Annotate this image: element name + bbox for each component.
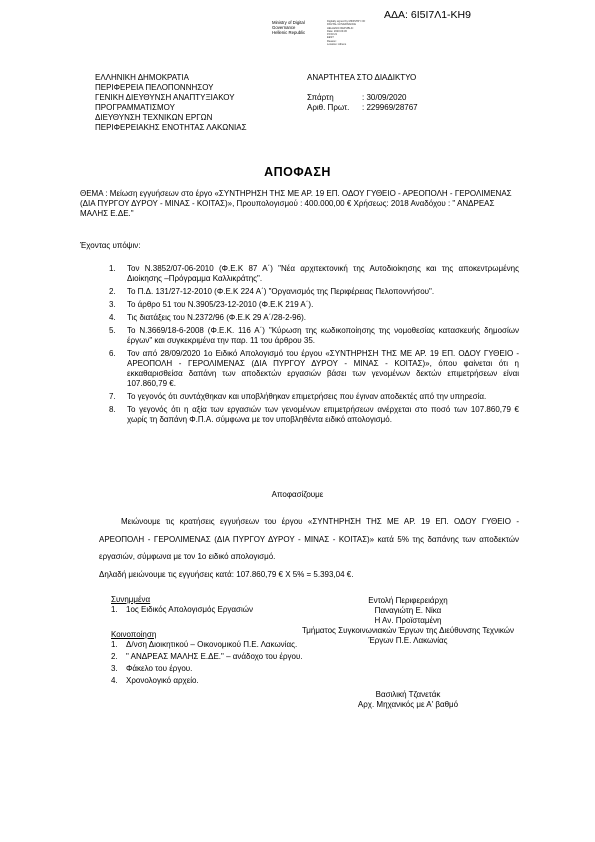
- issuer-line: ΠΕΡΙΦΕΡΕΙΑΚΗΣ ΕΝΟΤΗΤΑΣ ΛΑΚΩΝΙΑΣ: [95, 123, 247, 132]
- considerations-list: [109, 264, 519, 428]
- item-number: 4.: [111, 676, 118, 685]
- signature-line: Παναγιώτη Ε. Νίκα: [374, 606, 442, 615]
- item-number: 8.: [109, 405, 116, 414]
- item-number: 2.: [109, 287, 116, 296]
- protocol-label: Αριθ. Πρωτ.: [307, 103, 350, 112]
- considering-heading: Έχοντας υπόψιν:: [80, 241, 141, 250]
- item-text: Χρονολογικό αρχείο.: [126, 676, 199, 685]
- signature-line: Τμήματος Συγκοινωνιακών Έργων της Διεύθυνσης Τεχνικών Έργων Π.Ε. Λακωνίας: [301, 626, 515, 645]
- list-item: [111, 676, 306, 686]
- attachments-list: [111, 605, 306, 615]
- list-item: [111, 652, 306, 662]
- signature-details: [327, 20, 365, 46]
- ministry-logo-text: [272, 20, 305, 36]
- list-item: [111, 640, 306, 650]
- issuer-line: ΠΕΡΙΦΕΡΕΙΑ ΠΕΛΟΠΟΝΝΗΣΟΥ: [95, 83, 214, 92]
- item-text: Το άρθρο 51 του Ν.3905/23-12-2010 (Φ.Ε.Κ 219 Α΄).: [127, 300, 314, 309]
- item-number: 6.: [109, 349, 116, 358]
- signature-line: Εντολή Περιφερειάρχη: [368, 596, 448, 605]
- subject-paragraph: ΘΕΜΑ : Μείωση εγγυήσεων στο έργο «ΣΥΝΤΗΡΗΣΗ ΤΗΣ ΜΕ ΑΡ. 19 ΕΠ. ΟΔΟΥ ΓΥΘΕΙΟ - ΑΡΕΟΠΟΛΗ - ΓΕΡΟΛΙΜΕΝΑΣ (ΔΙΑ ΠΥΡΓΟΥ ΔΥΡΟΥ - ΜΙΝΑΣ - ΚΟΙΤΑΣ)», Προυπολογισμού : 400.000,00 € Χρήσεως: 2018 Αναδόχου : " ΑΝΔΡΕΑΣ ΜΑΛΗΣ Ε.ΔΕ.": [80, 189, 512, 218]
- item-number: 2.: [111, 652, 118, 661]
- item-text: Δ/νση Διοικητικού – Οικονομικού Π.Ε. Λακωνίας.: [126, 640, 298, 649]
- signatory-name: Βασιλική Τζανετάκ: [375, 690, 441, 699]
- signature-detail-line: Location: Athens: [327, 43, 347, 47]
- ada-code: ΑΔΑ: 6Ι5Ι7Λ1-ΚΗ9: [384, 9, 471, 21]
- item-text: Τον από 28/09/2020 1ο Ειδικό Απολογισμό του έργου «ΣΥΝΤΗΡΗΣΗ ΤΗΣ ΜΕ ΑΡ. 19 ΕΠ. ΟΔΟΥ ΓΥΘΕΙΟ - ΑΡΕΟΠΟΛΗ - ΓΕΡΟΛΙΜΕΝΑΣ (ΔΙΑ ΠΥΡΓΟΥ ΔΥΡΟΥ - ΜΙΝΑΣ - ΚΟΙΤΑΣ)», όπου φαίνεται ότι η εκκαθαρισθείσα δαπάνη των αποδεκτών εργασιών βάσει των γενομένων δεκτών επιμετρήσεων είναι 107.860,79 €.: [127, 349, 519, 388]
- protocol-row: [307, 103, 418, 113]
- signature-detail-line: Reason:: [327, 39, 337, 43]
- ministry-logo-line: Governance: [272, 25, 296, 31]
- decision-paragraph: Μειώνουμε τις κρατήσεις εγγυήσεων του έργου «ΣΥΝΤΗΡΗΣΗ ΤΗΣ ΜΕ ΑΡ. 19 ΕΠ. ΟΔΟΥ ΓΥΘΕΙΟ - ΑΡΕΟΠΟΛΗ - ΓΕΡΟΛΙΜΕΝΑΣ (ΔΙΑ ΠΥΡΓΟΥ ΔΥΡΟΥ - ΜΙΝΑΣ - ΚΟΙΤΑΣ)» κατά 5% της δαπάνης των αποδεκτών εργασιών, σύμφωνα με τον 1ο ειδικό απολογισμό.: [99, 517, 519, 561]
- publish-notice: ΑΝΑΡΤΗΤΕΑ ΣΤΟ ΔΙΑΔΙΚΤΥΟ: [307, 73, 417, 82]
- item-number: 3.: [109, 300, 116, 309]
- list-item: [109, 392, 519, 402]
- decision-amount-line: Δηλαδή μειώνουμε τις εγγυήσεις κατά: 107.860,79 € Χ 5% = 5.393,04 €.: [99, 569, 354, 579]
- item-text: Το Π.Δ. 131/27-12-2010 (Φ.Ε.Κ 224 Α΄) "Οργανισμός της Περιφέρειας Πελοποννήσου".: [127, 287, 435, 296]
- place-label: Σπάρτη: [307, 93, 334, 102]
- issuer-line: ΓΕΝΙΚΗ ΔΙΕΥΘΥΝΣΗ ΑΝΑΠΤΥΞΙΑΚΟΥ: [95, 93, 235, 102]
- signature-detail-line: 15:03:21: [327, 33, 338, 37]
- date-row: [307, 93, 418, 103]
- signature-detail-line: DIGITAL GOVERNANCE: [327, 23, 356, 27]
- signature-line: Η Αν. Προϊσταμένη: [374, 616, 442, 625]
- item-text: " ΑΝΔΡΕΑΣ ΜΑΛΗΣ Ε.ΔΕ." – ανάδοχο του έργου.: [126, 652, 303, 661]
- document-title: ΑΠΟΦΑΣΗ: [264, 165, 331, 179]
- date-value: : 30/09/2020: [362, 93, 407, 102]
- distribution-title: Κοινοποίηση: [111, 630, 157, 639]
- item-text: Τις διατάξεις του Ν.2372/96 (Φ.Ε.Κ 29 Α΄/28-2-96).: [127, 313, 306, 322]
- list-item: [109, 300, 519, 310]
- list-item: [109, 326, 519, 346]
- document-meta: [307, 73, 418, 113]
- attachments-section: [111, 595, 306, 617]
- signature-spacer: [300, 646, 516, 690]
- signature-detail-line: EEST: [327, 36, 334, 40]
- list-item: [111, 605, 306, 615]
- decision-heading: Αποφασίζουμε: [271, 490, 324, 499]
- issuer-header: [95, 73, 247, 133]
- item-number: 3.: [111, 664, 118, 673]
- decision-body: [99, 513, 519, 583]
- list-item: [109, 405, 519, 425]
- item-text: Το γεγονός ότι συντάχθηκαν και υποβλήθηκαν επιμετρήσεις που έγιναν αποδεκτές από την υπηρεσία.: [127, 392, 487, 401]
- signature-detail-line: HELLENIC REPUBLIC: [327, 26, 354, 30]
- signature-block: [300, 596, 516, 710]
- list-item: [109, 264, 519, 284]
- distribution-section: [111, 630, 306, 688]
- list-item: [111, 664, 306, 674]
- issuer-line: ΕΛΛΗΝΙΚΗ ΔΗΜΟΚΡΑΤΙΑ: [95, 73, 189, 82]
- item-number: 4.: [109, 313, 116, 322]
- attachments-title: Συνημμένα: [111, 595, 151, 604]
- ministry-logo-line: Hellenic Republic: [272, 30, 306, 36]
- protocol-value: : 229969/28767: [362, 103, 418, 112]
- item-number: 1.: [109, 264, 116, 273]
- item-text: Το γεγονός ότι η αξία των εργασιών των γενομένων επιμετρήσεων ανέρχεται στο ποσό των 107.860,79 € χωρίς τη δαπάνη Φ.Π.Α. σύμφωνα με τον υποβληθέντα ειδικό απολογισμό.: [127, 405, 519, 424]
- list-item: [109, 349, 519, 389]
- item-number: 7.: [109, 392, 116, 401]
- list-item: [109, 287, 519, 297]
- item-number: 5.: [109, 326, 116, 335]
- item-text: Φάκελο του έργου.: [126, 664, 193, 673]
- item-text: 1ος Ειδικός Απολογισμός Εργασιών: [126, 605, 253, 614]
- item-number: 1.: [111, 605, 118, 614]
- signature-detail-line: Digitally signed by MINISTRY OF: [327, 20, 366, 23]
- item-text: Τον Ν.3852/07-06-2010 (Φ.Ε.Κ 87 Α΄) "Νέα αρχιτεκτονική της Αυτοδιοίκησης και της αποκεντρωμένης Διοίκησης –Πρόγραμμα Καλλικράτης".: [127, 264, 519, 283]
- distribution-list: [111, 640, 306, 686]
- ministry-logo-line: Ministry of Digital: [272, 20, 305, 25]
- item-text: Το Ν.3669/18-6-2008 (Φ.Ε.Κ. 116 Α΄) "Κύρωση της κωδικοποίησης της νομοθεσίας κατασκευής δημοσίων έργων" και συγκεκριμένα την παρ. 11 του άρθρου 35.: [127, 326, 519, 345]
- digital-signature-logo: [272, 20, 412, 60]
- issuer-line: ΠΡΟΓΡΑΜΜΑΤΙΣΜΟΥ: [95, 103, 175, 112]
- issuer-line: ΔΙΕΥΘΥΝΣΗ ΤΕΧΝΙΚΩΝ ΕΡΓΩΝ: [95, 113, 213, 122]
- signature-detail-line: Date: 2020.09.30: [327, 29, 347, 33]
- item-number: 1.: [111, 640, 118, 649]
- list-item: [109, 313, 519, 323]
- signatory-rank: Αρχ. Μηχανικός με Α' βαθμό: [357, 700, 459, 709]
